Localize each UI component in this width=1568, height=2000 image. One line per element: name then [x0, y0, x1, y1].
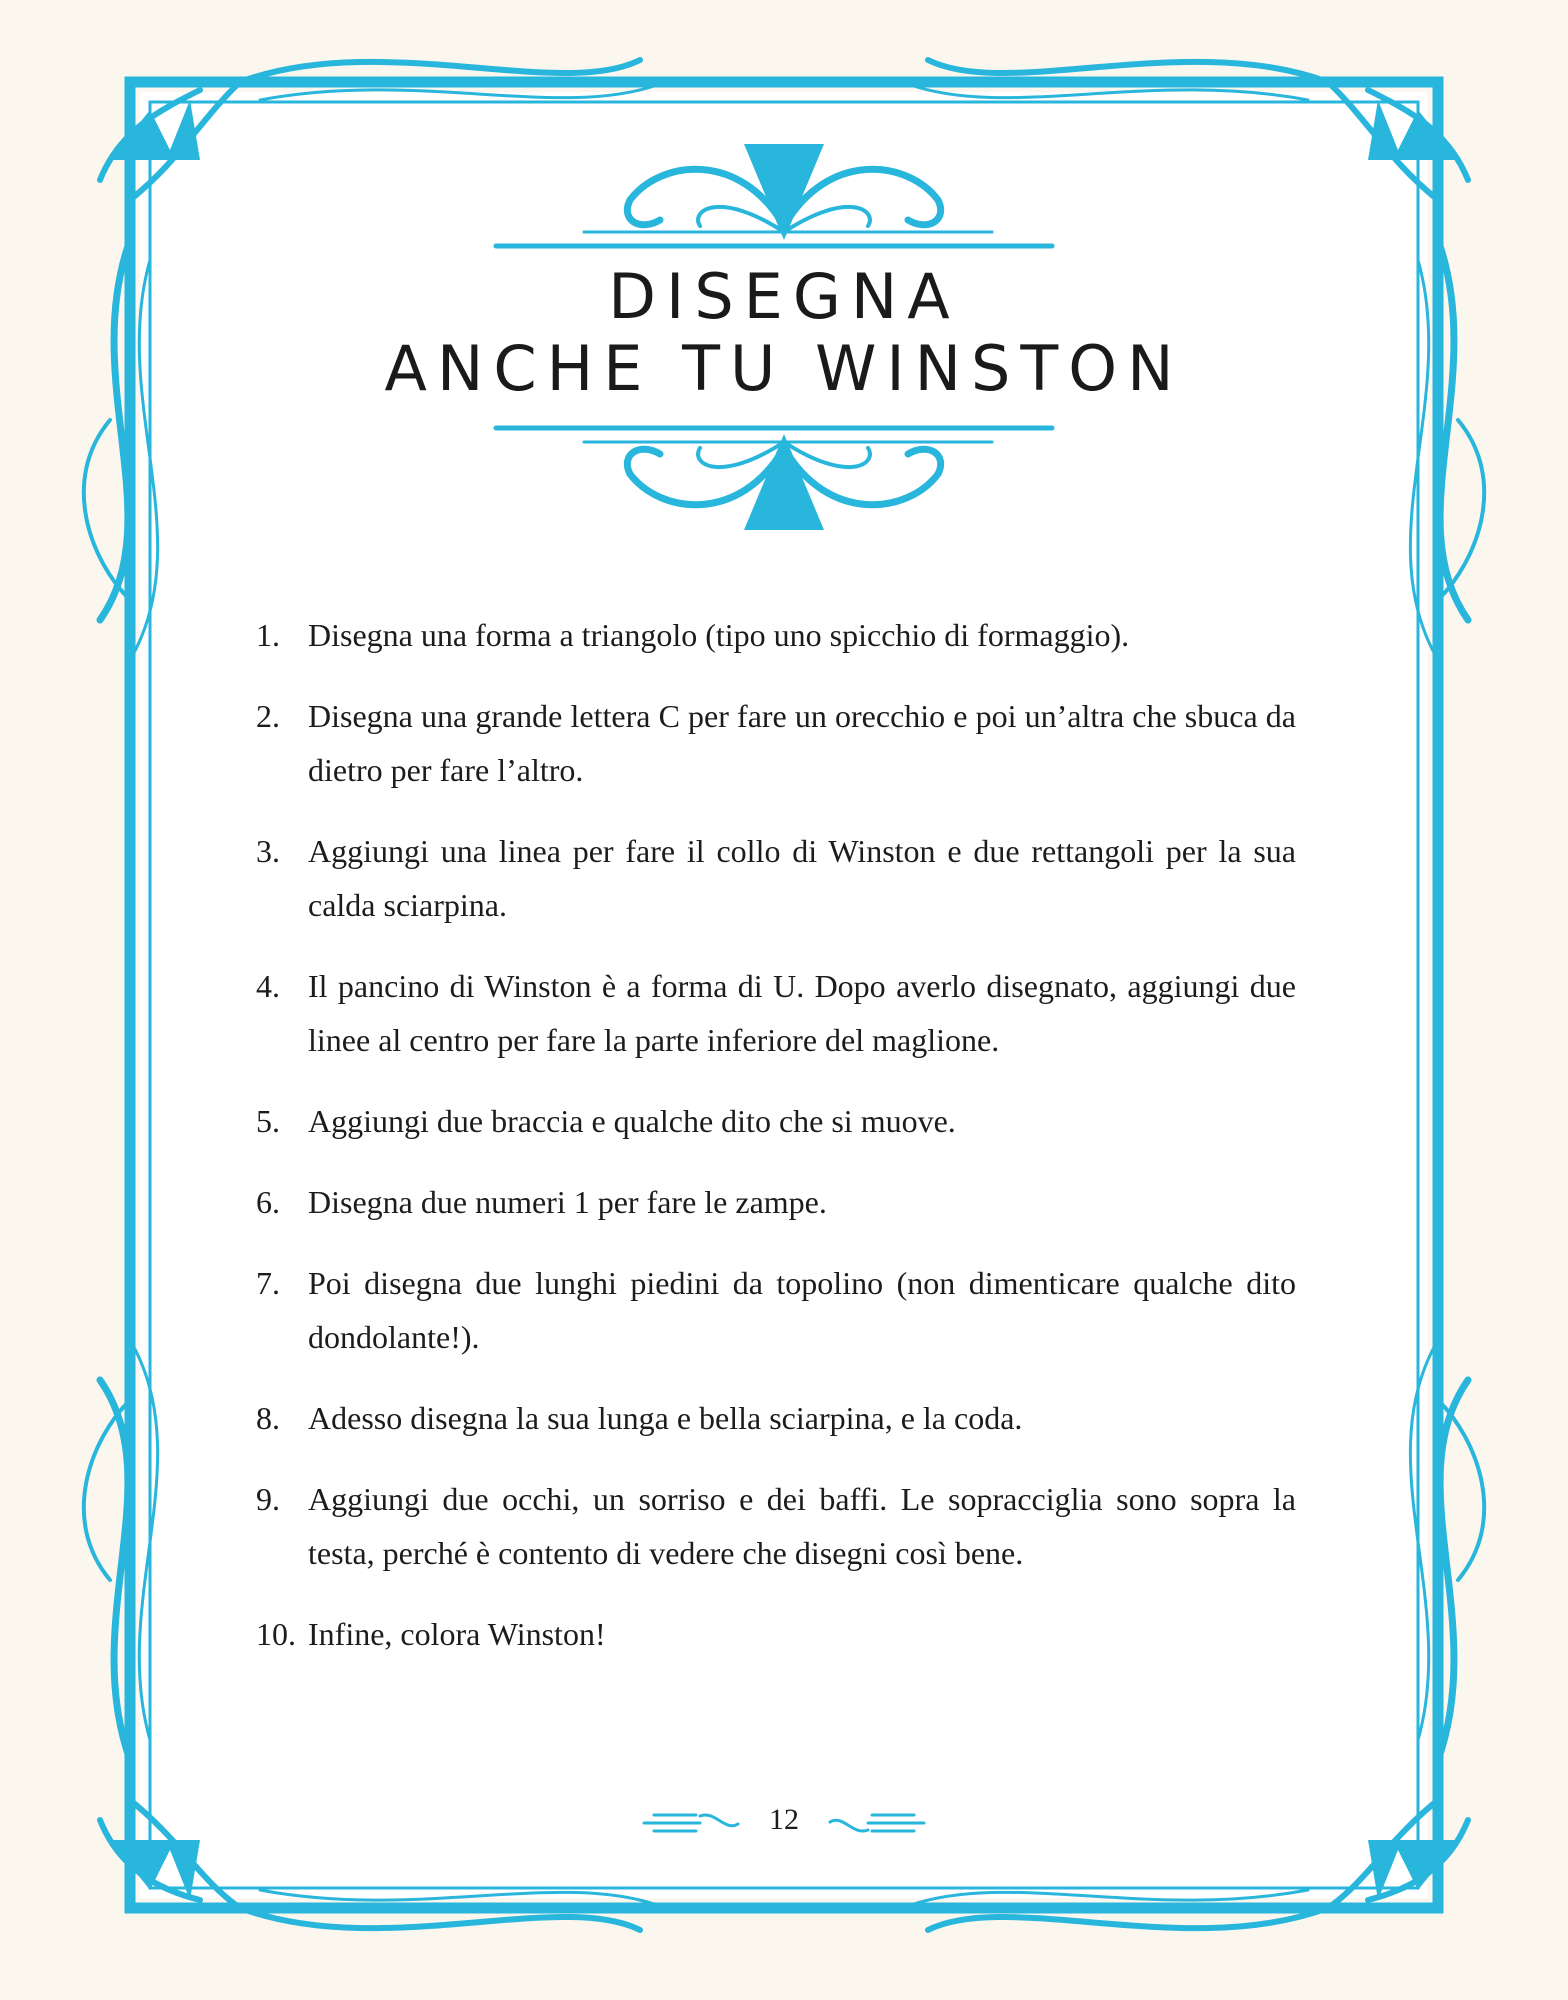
- step-text: Adesso disegna la sua lunga e bella sciarpina, e la coda.: [308, 1400, 1023, 1436]
- step-number: 9.: [256, 1481, 280, 1517]
- list-item: [256, 1175, 1296, 1229]
- step-number: 8.: [256, 1400, 280, 1436]
- page-number: 12: [769, 1803, 799, 1836]
- step-text: Il pancino di Winston è a forma di U. Dopo averlo disegnato, aggiungi due linee al centro per fare la parte inferiore del maglione.: [308, 968, 1296, 1058]
- title-line-2: ANCHE TU WINSTON: [384, 332, 1184, 406]
- list-item: [256, 1472, 1296, 1580]
- step-number: 3.: [256, 833, 280, 869]
- step-number: 4.: [256, 968, 280, 1004]
- step-text: Disegna una grande lettera C per fare un orecchio e poi un’altra che sbuca da dietro per fare l’altro.: [308, 698, 1296, 788]
- step-text: Poi disegna due lunghi piedini da topolino (non dimenticare qualche dito dondolante!).: [308, 1265, 1296, 1355]
- step-text: Disegna una forma a triangolo (tipo uno spicchio di formaggio).: [308, 617, 1130, 653]
- step-number: 1.: [256, 617, 280, 653]
- title-line-1: DISEGNA: [608, 260, 960, 334]
- step-number: 7.: [256, 1265, 280, 1301]
- list-item: [256, 689, 1296, 797]
- list-item: [256, 959, 1296, 1067]
- instruction-list: [256, 608, 1296, 1688]
- step-text: Disegna due numeri 1 per fare le zampe.: [308, 1184, 827, 1220]
- step-text: Aggiungi una linea per fare il collo di Winston e due rettangoli per la sua calda sciarpina.: [308, 833, 1296, 923]
- page-content: [152, 100, 1416, 1890]
- step-number: 5.: [256, 1103, 280, 1139]
- list-item: [256, 1094, 1296, 1148]
- list-item: [256, 824, 1296, 932]
- step-text: Aggiungi due occhi, un sorriso e dei baffi. Le sopracciglia sono sopra la testa, perché è contento di vedere che disegni così bene.: [308, 1481, 1296, 1571]
- list-item: [256, 1256, 1296, 1364]
- page-title: [152, 261, 1416, 405]
- step-number: 2.: [256, 698, 280, 734]
- step-number: 6.: [256, 1184, 280, 1220]
- list-item: [256, 1391, 1296, 1445]
- step-text: Infine, colora Winston!: [308, 1616, 606, 1652]
- list-item: [256, 608, 1296, 662]
- step-number: 10.: [256, 1616, 296, 1652]
- step-text: Aggiungi due braccia e qualche dito che si muove.: [308, 1103, 956, 1139]
- list-item: [256, 1607, 1296, 1661]
